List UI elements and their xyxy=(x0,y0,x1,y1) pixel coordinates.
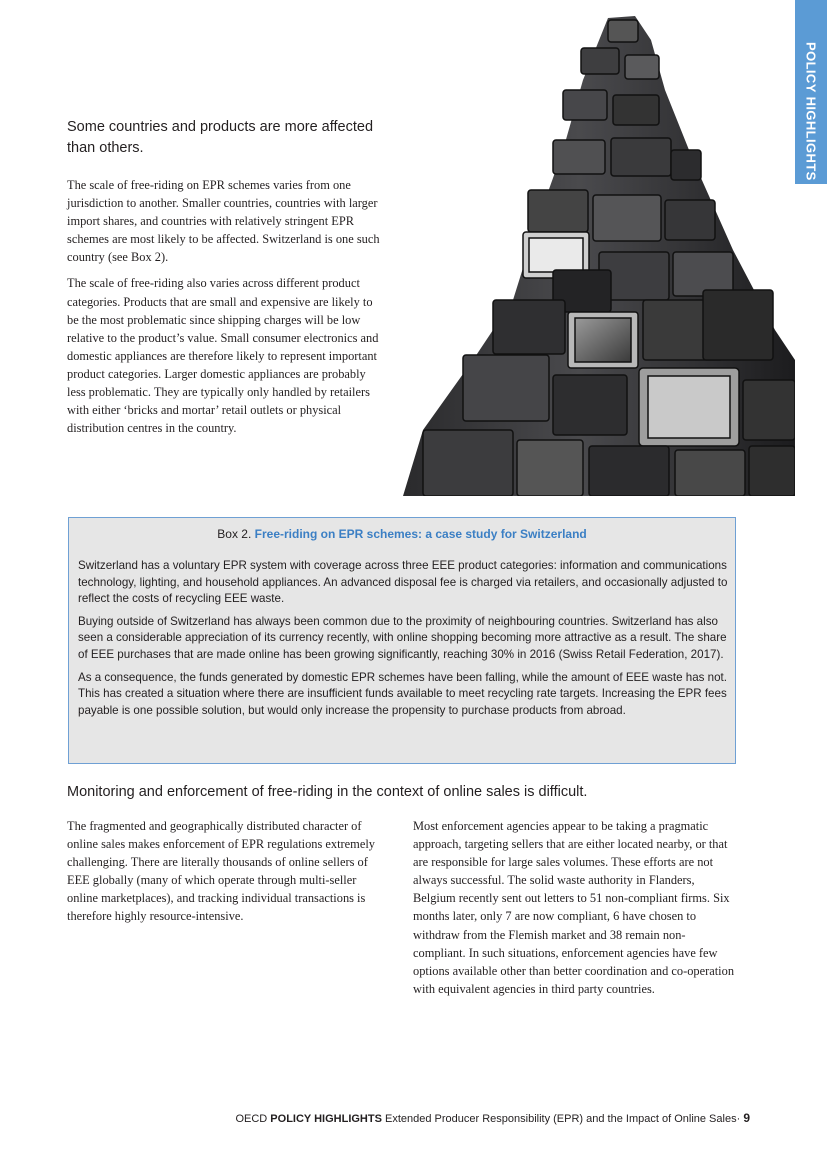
policy-highlights-tab xyxy=(795,0,827,184)
box-paragraph: Buying outside of Switzerland has always been common due to the proximity of neighbouring countries. Switzerland has also seen a considerable appreciation of its currency recently, with online shopping becoming more attractive as a result. The share of EEE purchases that are made online has been growing significantly, reaching 30% in 2016 (Swiss Retail Federation, 2017). xyxy=(78,614,727,661)
box-label: Box 2. xyxy=(217,527,252,541)
box-heading: Free-riding on EPR schemes: a case study for Switzerland xyxy=(254,527,587,541)
tv-tower-photo xyxy=(403,0,795,496)
box-paragraph: Switzerland has a voluntary EPR system with coverage across three EEE product categories: information and communications technology, lighting, and household appliances. An advanced disposal fee is charged via retailers, and occasionally adjusted to reflect the costs of recycling EEE waste. xyxy=(78,559,728,606)
bottom-right-column xyxy=(413,817,735,998)
paragraph: The scale of free-riding on EPR schemes varies from one jurisdiction to another. Smaller countries, countries with larger import shares, and countries with relatively stringent EPR schemes are most likely to be affected. Switzerland is one such country (see Box 2). xyxy=(67,178,380,265)
paragraph: Most enforcement agencies appear to be taking a pragmatic approach, targeting sellers that are either located nearby, or that are responsible for large sales volumes. These efforts are not always successful. The solid waste authority in Flanders, Belgium recently sent out letters to 51 non-compliant firms. Six months later, only 7 are now compliant, 6 have chosen to withdraw from the Flemish market and 38 remain non-compliant. In such situations, enforcement agencies have few options available other than better coordination and co-operation with equivalent agencies in third party countries. xyxy=(413,819,735,996)
section-subheading: Some countries and products are more affected than others. xyxy=(67,119,374,156)
footer-org: OECD xyxy=(235,1113,268,1125)
box-body xyxy=(78,558,730,725)
page-footer xyxy=(235,1111,750,1125)
box-title xyxy=(69,527,735,541)
footer-separator: · xyxy=(736,1113,741,1125)
footer-title: Extended Producer Responsibility (EPR) and the Impact of Online Sales xyxy=(385,1113,737,1125)
box-2-case-study xyxy=(68,517,736,764)
footer-series: POLICY HIGHLIGHTS xyxy=(270,1113,382,1125)
box-paragraph: As a consequence, the funds generated by domestic EPR schemes have been falling, while the amount of EEE waste has not. This has created a situation where there are insufficient funds available to meet recycling rate targets. Increasing the EPR fees payable is one possible solution, but would only increase the propensity to purchase products from abroad. xyxy=(78,670,727,717)
left-column-text xyxy=(67,176,385,445)
section-heading: Monitoring and enforcement of free-riding in the context of online sales is difficult. xyxy=(67,784,588,800)
paragraph: The fragmented and geographically distributed character of online sales makes enforcement of EPR regulations extremely challenging. There are literally thousands of online sellers of EEE globally (many of which operate through multi-seller online marketplaces), and tracking individual transactions is therefore highly resource-intensive. xyxy=(67,819,375,924)
page-number: 9 xyxy=(743,1111,750,1125)
paragraph: The scale of free-riding also varies across different product categories. Products that are small and expensive are likely to be the most problematic since shipping charges will be low relative to the product’s value. Small consumer electronics and domestic appliances are therefore likely to represent important product categories. Larger domestic appliances are probably less problematic. They are typically only handled by retailers with either ‘bricks and mortar’ retail outlets or physical distribution centres in the country. xyxy=(67,276,379,436)
policy-highlights-label: POLICY HIGHLIGHTS xyxy=(803,42,819,181)
bottom-left-column xyxy=(67,817,385,926)
